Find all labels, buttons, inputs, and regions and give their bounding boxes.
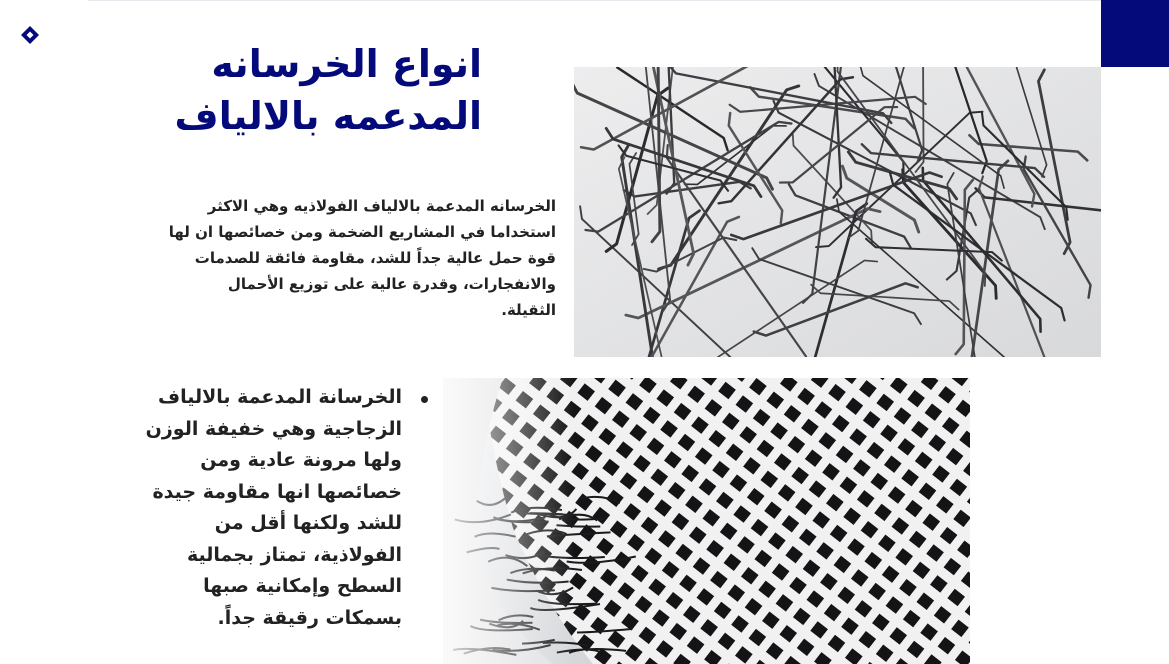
glass-fiber-mesh-photo <box>443 378 970 664</box>
steel-fiber-description: الخرسانه المدعمة بالالياف الفولاذيه وهي الاكثر استخداما في المشاريع الضخمة ومن خصائصها ان لها قوة حمل عالية جداً للشد، مقاومة فائقة للصدمات والانفجارات، وقدرة عالية على توزيع الأحمال الثقيلة. <box>168 197 556 319</box>
steel-fibers-illustration <box>574 67 1101 357</box>
diamond-icon <box>20 25 40 45</box>
top-divider <box>88 0 1101 1</box>
glass-fiber-description: الخرسانة المدعمة بالالياف الزجاجية وهي خفيفة الوزن ولها مرونة عادية ومن خصائصها انها مقاومة جيدة للشد ولكنها أقل من الفولاذية، تمتاز بجمالية السطح وإمكانية صبها بسمكات رقيقة جداً. <box>145 386 402 629</box>
glass-fiber-bullet <box>128 382 428 634</box>
bullet-dot-icon <box>421 396 428 403</box>
steel-fibers-photo <box>574 67 1101 357</box>
accent-square <box>1101 0 1169 67</box>
glass-fiber-mesh-illustration <box>443 378 970 664</box>
slide-title: انواع الخرسانه المدعمه بالالياف <box>174 42 482 138</box>
